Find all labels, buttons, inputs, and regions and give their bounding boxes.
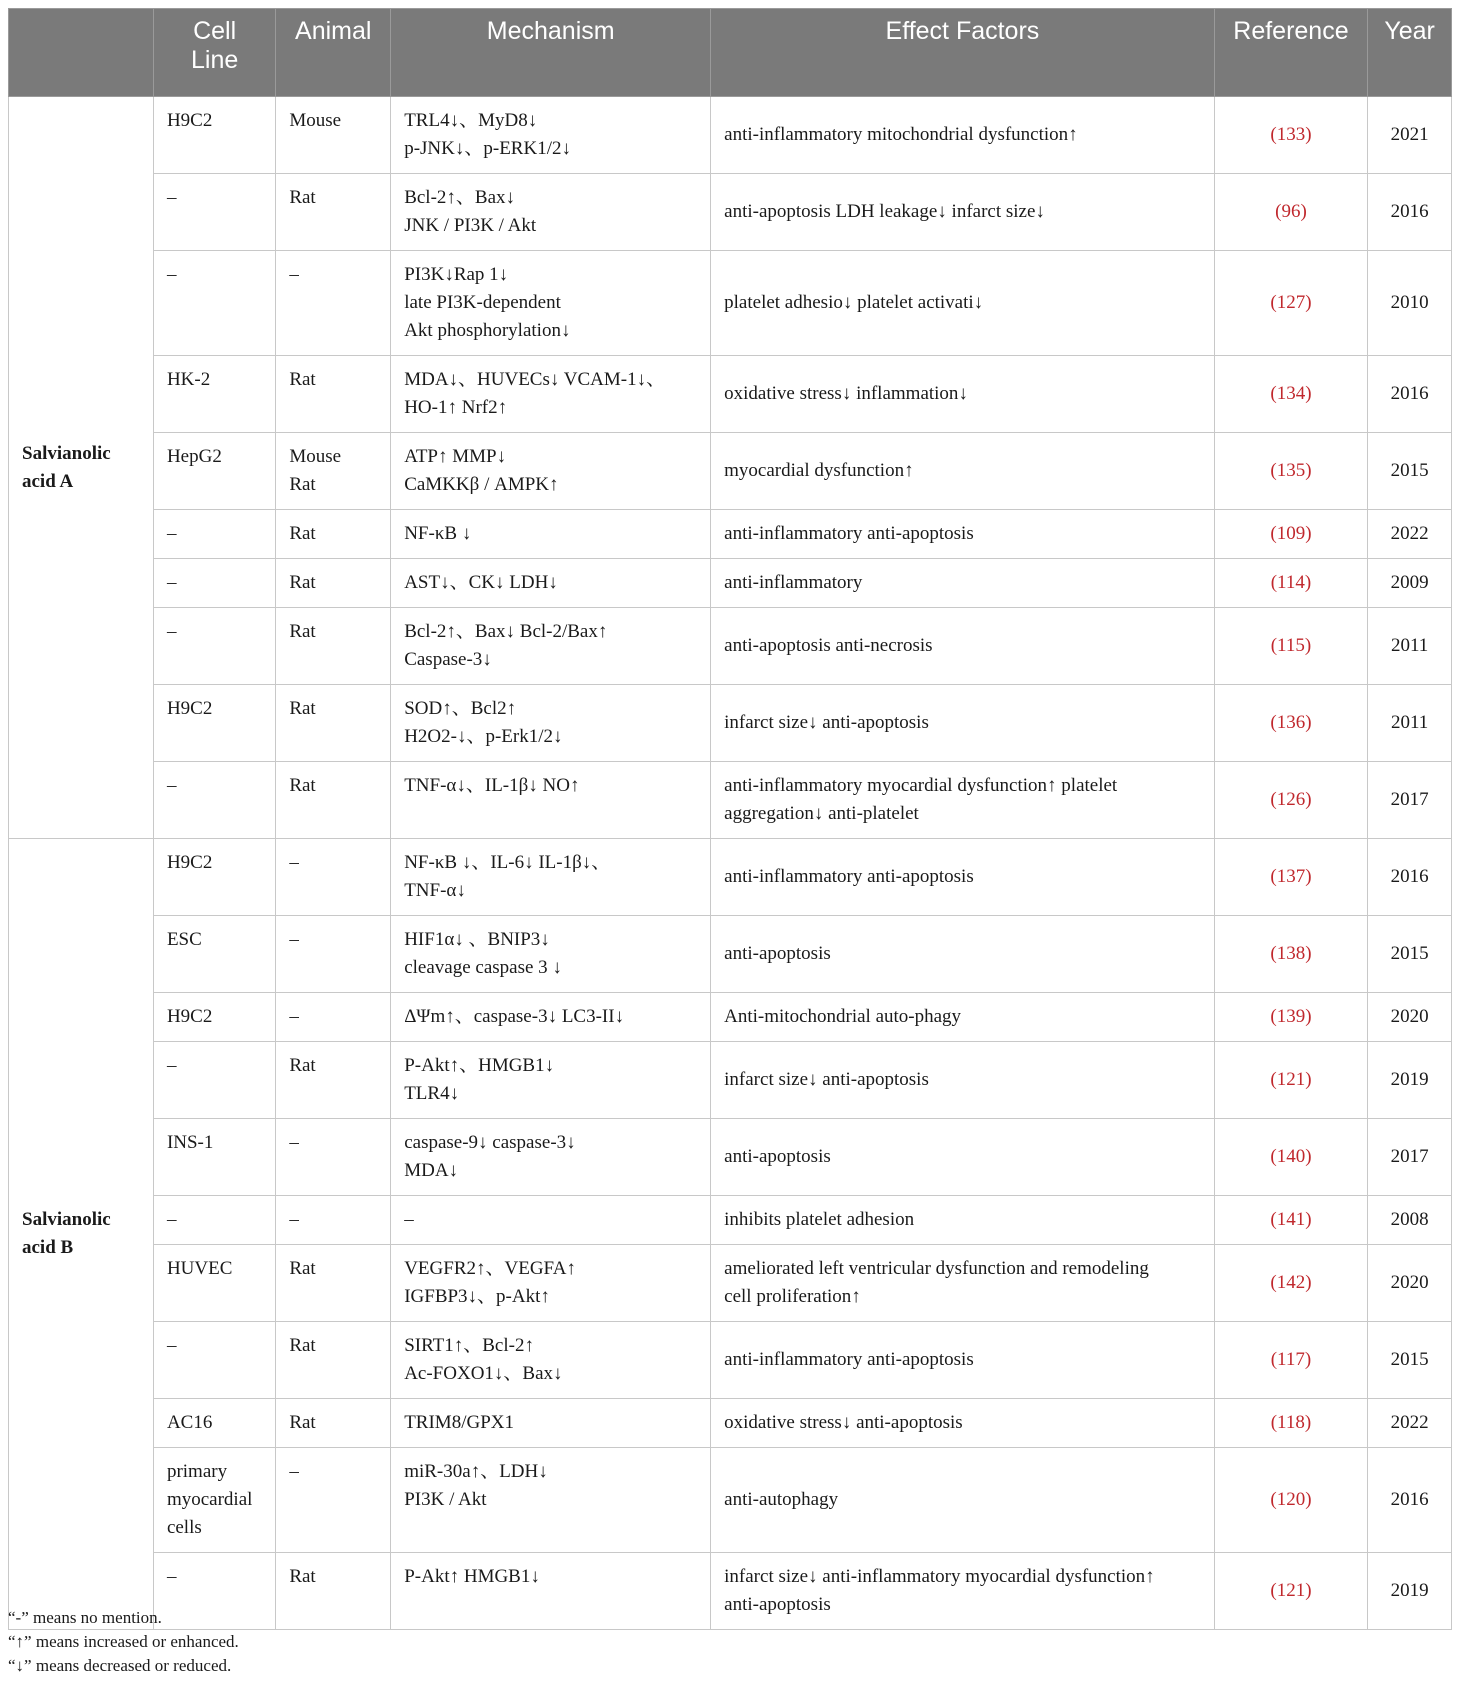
mechanism-cell-line: ATP↑ MMP↓ [404, 446, 507, 467]
effect-cell-line: anti-apoptosis LDH leakage↓ infarct size↓ [724, 201, 1045, 222]
mechanism-cell-line: TRIM8/GPX1 [404, 1412, 514, 1433]
cell-line-cell [153, 433, 275, 510]
year-cell: 2016 [1368, 1448, 1452, 1553]
cell-line-cell [153, 1119, 275, 1196]
cell-line-cell-line: H9C2 [166, 698, 213, 719]
header-animal: Animal [276, 9, 391, 97]
mechanism-cell [391, 510, 711, 559]
mechanism-cell [391, 762, 711, 839]
mechanism-cell [391, 1245, 711, 1322]
table-row [9, 916, 1452, 993]
table-row [9, 1196, 1452, 1245]
mechanism-cell-line: MDA↓ [404, 1160, 459, 1181]
header-mechanism: Mechanism [391, 9, 711, 97]
cell-line-cell-line: – [166, 1055, 177, 1076]
mechanism-cell [391, 993, 711, 1042]
mechanism-cell-line: p-JNK↓、p-ERK1/2↓ [404, 138, 571, 159]
year-cell: 2009 [1368, 559, 1452, 608]
cell-line-cell [153, 174, 275, 251]
mechanism-cell-line: PI3K↓Rap 1↓ [404, 264, 509, 285]
animal-cell [276, 1042, 391, 1119]
cell-line-cell-line: – [166, 1335, 177, 1356]
animal-cell [276, 685, 391, 762]
animal-cell-line: – [289, 1461, 299, 1482]
effect-cell-line: aggregation↓ anti-platelet [724, 803, 919, 824]
animal-cell-line: Rat [289, 1258, 316, 1279]
animal-cell [276, 433, 391, 510]
group-label: Salvianolic acid B [9, 839, 154, 1630]
animal-cell-line: Rat [289, 187, 316, 208]
mechanism-cell-line: NF-κB ↓ [404, 523, 472, 544]
mechanism-cell-line: Akt phosphorylation↓ [404, 320, 571, 341]
table-row [9, 762, 1452, 839]
effect-cell-line: anti-inflammatory anti-apoptosis [724, 523, 974, 544]
animal-cell-line: Rat [289, 572, 316, 593]
effect-cell [711, 559, 1215, 608]
effect-cell [711, 916, 1215, 993]
mechanism-cell-line: H2O2-↓、p-Erk1/2↓ [404, 726, 563, 747]
table-row [9, 1399, 1452, 1448]
year-cell: 2020 [1368, 993, 1452, 1042]
effect-cell [711, 356, 1215, 433]
animal-cell [276, 97, 391, 174]
cell-line-cell-line: AC16 [166, 1412, 213, 1433]
reference-link[interactable]: (114) [1214, 559, 1368, 608]
effect-cell [711, 1119, 1215, 1196]
animal-cell [276, 1399, 391, 1448]
animal-cell [276, 839, 391, 916]
effect-cell [711, 97, 1215, 174]
mechanism-cell-line: P-Akt↑ HMGB1↓ [404, 1566, 540, 1587]
effect-cell-line: anti-apoptosis [724, 943, 831, 964]
mechanism-cell-line: PI3K / Akt [404, 1489, 487, 1510]
cell-line-cell [153, 251, 275, 356]
cell-line-cell [153, 1399, 275, 1448]
reference-link[interactable]: (141) [1214, 1196, 1368, 1245]
reference-link[interactable]: (121) [1214, 1042, 1368, 1119]
table-row [9, 97, 1452, 174]
animal-cell [276, 1119, 391, 1196]
mechanism-cell-line: late PI3K-dependent [404, 292, 561, 313]
reference-link[interactable]: (127) [1214, 251, 1368, 356]
mechanism-cell [391, 839, 711, 916]
year-cell: 2017 [1368, 762, 1452, 839]
mechanism-cell-line: HO-1↑ Nrf2↑ [404, 397, 508, 418]
animal-cell [276, 1322, 391, 1399]
mechanism-cell [391, 559, 711, 608]
data-table [8, 8, 1452, 1630]
mechanism-cell-line: SOD↑、Bcl2↑ [404, 698, 517, 719]
effect-cell-line: infarct size↓ anti-apoptosis [724, 1069, 929, 1090]
effect-cell-line: ameliorated left ventricular dysfunction and remodeling [724, 1258, 1149, 1279]
reference-link[interactable]: (139) [1214, 993, 1368, 1042]
mechanism-cell-line: TNF-α↓、IL-1β↓ NO↑ [404, 775, 580, 796]
effect-cell-line: infarct size↓ anti-inflammatory myocardial dysfunction↑ [724, 1566, 1155, 1587]
mechanism-cell-line: MDA↓、HUVECs↓ VCAM-1↓、 [404, 369, 666, 390]
animal-cell [276, 1245, 391, 1322]
cell-line-cell-line: HK-2 [166, 369, 211, 390]
effect-cell [711, 685, 1215, 762]
animal-cell [276, 510, 391, 559]
mechanism-cell-line: Caspase-3↓ [404, 649, 492, 670]
animal-cell [276, 1448, 391, 1553]
year-cell: 2019 [1368, 1042, 1452, 1119]
table-row [9, 251, 1452, 356]
cell-line-cell [153, 1448, 275, 1553]
reference-link[interactable]: (117) [1214, 1322, 1368, 1399]
effect-cell [711, 1399, 1215, 1448]
reference-link[interactable]: (96) [1214, 174, 1368, 251]
effect-cell-line: anti-apoptosis [724, 1594, 831, 1615]
table-row [9, 608, 1452, 685]
cell-line-cell [153, 1245, 275, 1322]
mechanism-cell-line: SIRT1↑、Bcl-2↑ [404, 1335, 534, 1356]
effect-cell [711, 251, 1215, 356]
year-cell: 2019 [1368, 1553, 1452, 1630]
cell-line-cell [153, 510, 275, 559]
mechanism-cell [391, 1448, 711, 1553]
cell-line-cell [153, 559, 275, 608]
animal-cell [276, 174, 391, 251]
effect-cell-line: inhibits platelet adhesion [724, 1209, 915, 1230]
header-effect-factors: Effect Factors [711, 9, 1215, 97]
reference-link[interactable]: (138) [1214, 916, 1368, 993]
animal-cell [276, 608, 391, 685]
year-cell: 2011 [1368, 608, 1452, 685]
cell-line-cell [153, 993, 275, 1042]
animal-cell-line: Rat [289, 621, 316, 642]
mechanism-cell-line: P-Akt↑、HMGB1↓ [404, 1055, 555, 1076]
mechanism-cell-line: JNK / PI3K / Akt [404, 215, 537, 236]
effect-cell-line: anti-apoptosis [724, 1146, 831, 1167]
effect-cell [711, 1553, 1215, 1630]
animal-cell-line: Rat [289, 1412, 316, 1433]
table-row [9, 1322, 1452, 1399]
mechanism-cell-line: TNF-α↓ [404, 880, 466, 901]
table-row [9, 839, 1452, 916]
mechanism-cell-line: ΔΨm↑、caspase-3↓ LC3-II↓ [404, 1006, 625, 1027]
footnote: “↑” means increased or enhanced. [8, 1632, 239, 1651]
year-cell: 2015 [1368, 433, 1452, 510]
animal-cell [276, 1196, 391, 1245]
cell-line-cell-line: – [166, 775, 177, 796]
mechanism-cell-line: VEGFR2↑、VEGFA↑ [404, 1258, 576, 1279]
mechanism-cell-line: Bcl-2↑、Bax↓ [404, 187, 516, 208]
effect-cell-line: anti-autophagy [724, 1489, 839, 1510]
year-cell: 2015 [1368, 916, 1452, 993]
mechanism-cell [391, 916, 711, 993]
table-row [9, 174, 1452, 251]
mechanism-cell [391, 433, 711, 510]
table-row [9, 1245, 1452, 1322]
cell-line-cell-line: INS-1 [166, 1132, 214, 1153]
mechanism-cell-line: CaMKKβ / AMPK↑ [404, 474, 559, 495]
year-cell: 2015 [1368, 1322, 1452, 1399]
year-cell: 2008 [1368, 1196, 1452, 1245]
header-row [9, 9, 1452, 97]
cell-line-cell-line: H9C2 [166, 110, 213, 131]
cell-line-cell-line: – [166, 523, 177, 544]
animal-cell-line: Rat [289, 369, 316, 390]
mechanism-cell [391, 1322, 711, 1399]
cell-line-cell-line: HUVEC [166, 1258, 233, 1279]
effect-cell [711, 1322, 1215, 1399]
table-row [9, 510, 1452, 559]
table-footnotes [8, 1606, 239, 1678]
mechanism-cell-line: cleavage caspase 3 ↓ [404, 957, 562, 978]
header-reference: Reference [1214, 9, 1368, 97]
mechanism-cell-line: AST↓、CK↓ LDH↓ [404, 572, 558, 593]
effect-cell [711, 993, 1215, 1042]
table-row [9, 559, 1452, 608]
animal-cell-line: Rat [289, 474, 316, 495]
effect-cell-line: oxidative stress↓ anti-apoptosis [724, 1412, 963, 1433]
year-cell: 2016 [1368, 356, 1452, 433]
reference-link[interactable]: (133) [1214, 97, 1368, 174]
year-cell: 2020 [1368, 1245, 1452, 1322]
cell-line-cell-line: HepG2 [166, 446, 222, 467]
reference-link[interactable]: (109) [1214, 510, 1368, 559]
table-row [9, 433, 1452, 510]
animal-cell [276, 559, 391, 608]
animal-cell-line: Rat [289, 1566, 316, 1587]
cell-line-cell [153, 916, 275, 993]
cell-line-cell-line: H9C2 [166, 852, 213, 873]
table-row [9, 993, 1452, 1042]
reference-link[interactable]: (134) [1214, 356, 1368, 433]
cell-line-cell [153, 97, 275, 174]
effect-cell-line: oxidative stress↓ inflammation↓ [724, 383, 968, 404]
mechanism-cell [391, 608, 711, 685]
reference-link[interactable]: (140) [1214, 1119, 1368, 1196]
table-row [9, 1042, 1452, 1119]
animal-cell [276, 993, 391, 1042]
mechanism-cell [391, 97, 711, 174]
animal-cell [276, 356, 391, 433]
cell-line-cell-line: myocardial [166, 1489, 253, 1510]
cell-line-cell-line: – [166, 1566, 177, 1587]
year-cell: 2016 [1368, 839, 1452, 916]
animal-cell [276, 1553, 391, 1630]
cell-line-cell-line: ESC [166, 929, 202, 950]
mechanism-cell-line: miR-30a↑、LDH↓ [404, 1461, 548, 1482]
reference-link[interactable]: (136) [1214, 685, 1368, 762]
effect-cell-line: anti-inflammatory anti-apoptosis [724, 1349, 974, 1370]
year-cell: 2011 [1368, 685, 1452, 762]
table-header [9, 9, 1452, 97]
cell-line-cell-line: – [166, 1209, 177, 1230]
effect-cell-line: anti-inflammatory myocardial dysfunction↑ platelet [724, 775, 1118, 796]
mechanism-cell-line: Ac-FOXO1↓、Bax↓ [404, 1363, 563, 1384]
year-cell: 2022 [1368, 510, 1452, 559]
reference-link[interactable]: (118) [1214, 1399, 1368, 1448]
header-year: Year [1368, 9, 1452, 97]
animal-cell-line: – [289, 929, 299, 950]
animal-cell-line: – [289, 1209, 299, 1230]
animal-cell-line: Rat [289, 1335, 316, 1356]
effect-cell [711, 608, 1215, 685]
effect-cell [711, 762, 1215, 839]
reference-link[interactable]: (135) [1214, 433, 1368, 510]
effect-cell [711, 839, 1215, 916]
animal-cell [276, 916, 391, 993]
effect-cell-line: Anti-mitochondrial auto-phagy [724, 1006, 962, 1027]
effect-cell-line: cell proliferation↑ [724, 1286, 861, 1307]
animal-cell-line: – [289, 264, 299, 285]
table-row [9, 1448, 1452, 1553]
effect-cell-line: anti-inflammatory anti-apoptosis [724, 866, 974, 887]
header-cell-line: Cell Line [153, 9, 275, 97]
mechanism-cell-line: Bcl-2↑、Bax↓ Bcl-2/Bax↑ [404, 621, 608, 642]
mechanism-cell [391, 1119, 711, 1196]
mechanism-cell [391, 1196, 711, 1245]
year-cell: 2010 [1368, 251, 1452, 356]
mechanism-cell-line: TRL4↓、MyD8↓ [404, 110, 538, 131]
year-cell: 2017 [1368, 1119, 1452, 1196]
animal-cell-line: Rat [289, 775, 316, 796]
effect-cell [711, 1196, 1215, 1245]
effect-cell [711, 1245, 1215, 1322]
reference-link[interactable]: (137) [1214, 839, 1368, 916]
cell-line-cell [153, 1322, 275, 1399]
mechanism-cell-line: TLR4↓ [404, 1083, 460, 1104]
mechanism-cell [391, 356, 711, 433]
reference-link[interactable]: (121) [1214, 1553, 1368, 1630]
table-row [9, 685, 1452, 762]
animal-cell-line: Rat [289, 698, 316, 719]
animal-cell-line: Mouse [289, 110, 342, 131]
cell-line-cell-line: cells [166, 1517, 202, 1538]
mechanism-cell [391, 1399, 711, 1448]
effect-cell [711, 433, 1215, 510]
reference-link[interactable]: (126) [1214, 762, 1368, 839]
reference-link[interactable]: (142) [1214, 1245, 1368, 1322]
year-cell: 2021 [1368, 97, 1452, 174]
effect-cell [711, 174, 1215, 251]
effect-cell [711, 1448, 1215, 1553]
mechanism-cell [391, 174, 711, 251]
animal-cell [276, 762, 391, 839]
footnote: “↓” means decreased or reduced. [8, 1656, 232, 1675]
table-row [9, 1119, 1452, 1196]
animal-cell-line: Rat [289, 523, 316, 544]
mechanism-cell [391, 1042, 711, 1119]
cell-line-cell [153, 685, 275, 762]
animal-cell [276, 251, 391, 356]
cell-line-cell-line: primary [166, 1461, 228, 1482]
effect-cell-line: platelet adhesio↓ platelet activati↓ [724, 292, 984, 313]
table-body [9, 97, 1452, 1630]
cell-line-cell [153, 608, 275, 685]
cell-line-cell-line: H9C2 [166, 1006, 213, 1027]
cell-line-cell-line: – [166, 621, 177, 642]
effect-cell-line: anti-inflammatory mitochondrial dysfunction↑ [724, 124, 1078, 145]
animal-cell-line: Mouse [289, 446, 342, 467]
animal-cell-line: – [289, 852, 299, 873]
mechanism-cell-line: IGFBP3↓、p-Akt↑ [404, 1286, 550, 1307]
cell-line-cell [153, 1196, 275, 1245]
effect-cell-line: infarct size↓ anti-apoptosis [724, 712, 929, 733]
mechanism-cell [391, 251, 711, 356]
group-label: Salvianolic acid A [9, 97, 154, 839]
animal-cell-line: – [289, 1132, 299, 1153]
cell-line-cell [153, 762, 275, 839]
animal-cell-line: – [289, 1006, 299, 1027]
cell-line-cell [153, 1042, 275, 1119]
reference-link[interactable]: (115) [1214, 608, 1368, 685]
mechanism-cell [391, 1553, 711, 1630]
animal-cell-line: Rat [289, 1055, 316, 1076]
effect-cell-line: anti-inflammatory [724, 572, 863, 593]
effect-cell [711, 1042, 1215, 1119]
year-cell: 2016 [1368, 174, 1452, 251]
cell-line-cell-line: – [166, 572, 177, 593]
effect-cell [711, 510, 1215, 559]
year-cell: 2022 [1368, 1399, 1452, 1448]
effect-cell-line: myocardial dysfunction↑ [724, 460, 914, 481]
cell-line-cell-line: – [166, 187, 177, 208]
header-group [9, 9, 154, 97]
cell-line-cell-line: – [166, 264, 177, 285]
footnote: “-” means no mention. [8, 1608, 162, 1627]
table-container [8, 8, 1452, 1630]
reference-link[interactable]: (120) [1214, 1448, 1368, 1553]
mechanism-cell-line: – [404, 1209, 414, 1230]
table-row [9, 356, 1452, 433]
cell-line-cell [153, 356, 275, 433]
effect-cell-line: anti-apoptosis anti-necrosis [724, 635, 933, 656]
mechanism-cell-line: caspase-9↓ caspase-3↓ [404, 1132, 576, 1153]
mechanism-cell-line: NF-κB ↓、IL-6↓ IL-1β↓、 [404, 852, 611, 873]
mechanism-cell-line: HIF1α↓ 、BNIP3↓ [404, 929, 550, 950]
cell-line-cell [153, 839, 275, 916]
mechanism-cell [391, 685, 711, 762]
